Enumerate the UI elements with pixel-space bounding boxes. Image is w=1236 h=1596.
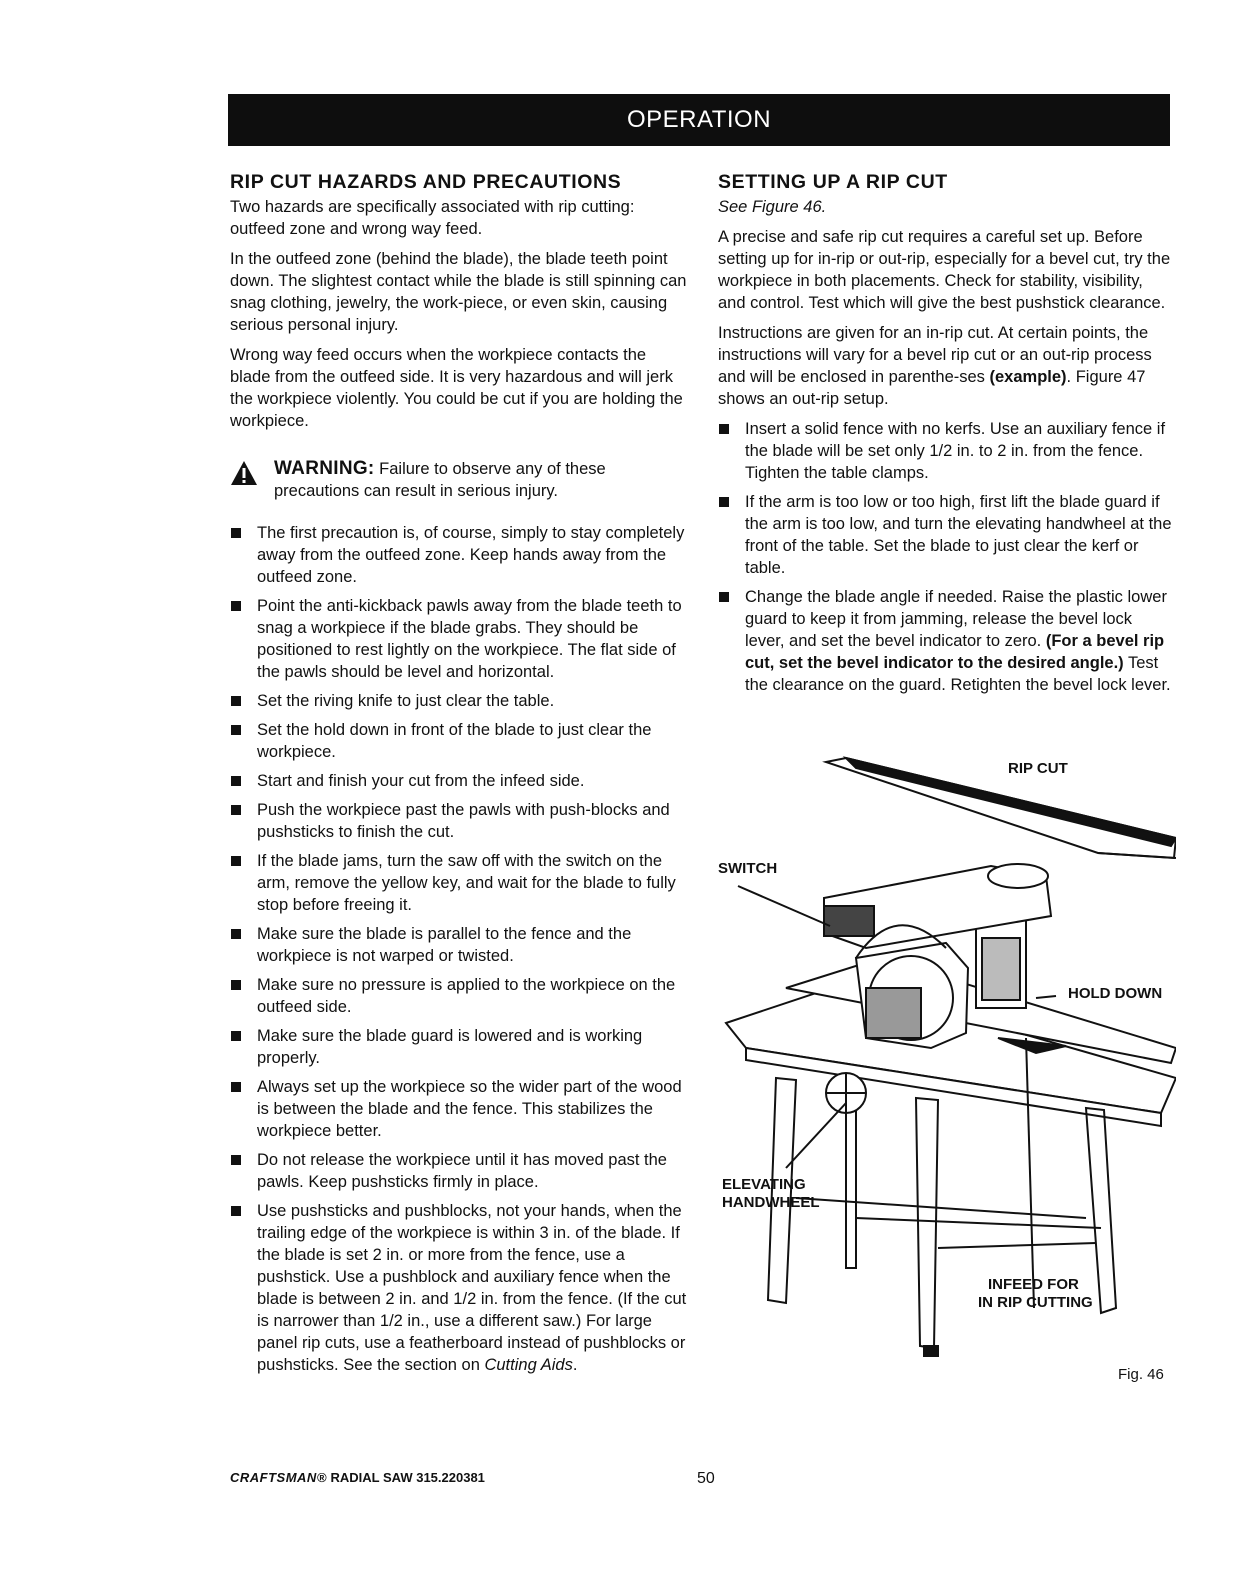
bullet-square-icon xyxy=(231,528,241,538)
infeed-label: INFEED FOR xyxy=(988,1276,1079,1293)
handwheel-label: HANDWHEEL xyxy=(722,1194,820,1211)
in-rip-cutting-label: IN RIP CUTTING xyxy=(978,1294,1093,1311)
craftsman-logo: CRAFTSMAN® xyxy=(230,1470,327,1485)
warning-label: WARNING: xyxy=(274,458,375,479)
bullet-square-icon xyxy=(231,929,241,939)
footer-product xyxy=(230,1470,485,1485)
bullet-square-icon xyxy=(231,1082,241,1092)
bullet-square-icon xyxy=(719,592,729,602)
list-item: The first precaution is, of course, simply to stay completely away from the outfeed zone. Keep hands away from the outfeed zone. xyxy=(230,522,690,588)
paragraph: Two hazards are specifically associated with rip cutting: outfeed zone and wrong way feed. xyxy=(230,198,635,238)
list-item: Set the riving knife to just clear the table. xyxy=(230,690,690,712)
paragraph: A precise and safe rip cut requires a careful set up. Before setting up for in-rip or out-rip, especially for a bevel cut, try the workpiece in both placements. Check for stability, visibility, and control. Test which will give the best pushstick clearance. xyxy=(718,228,1171,312)
paragraph: Instructions are given for an in-rip cut. At certain points, the instructions will vary for a bevel rip cut or an out-rip process and will be enclosed in parenthe-ses (example). Figure 47 shows an out-rip setup. xyxy=(718,324,1152,408)
list-item: Use pushsticks and pushblocks, not your hands, when the trailing edge of the workpiece is within 3 in. of the blade. If the blade is set 2 in. or more from the fence, use a pushstick. Use a pushblock and auxiliary fence when the blade is between 2 in. and 1/2 in. from the fence. (If the cut is narrower than 1/2 in., use a different saw.) For large panel rip cuts, use a featherboard instead of pushblocks or pushsticks. See the section on Cutting Aids. xyxy=(230,1200,690,1376)
warning-triangle-icon xyxy=(230,458,266,502)
figure-caption: Fig. 46 xyxy=(1118,1366,1164,1383)
bullet-square-icon xyxy=(231,1206,241,1216)
paragraph: Wrong way feed occurs when the workpiece contacts the blade from the outfeed side. It is very hazardous and will jerk the workpiece violently. You could be cut if you are holding the workpiece. xyxy=(230,346,683,430)
rip-cut-label: RIP CUT xyxy=(1008,760,1068,777)
warning-text xyxy=(266,458,690,502)
rip-cut-hazards-heading: RIP CUT HAZARDS AND PRECAUTIONS xyxy=(230,171,622,193)
list-item: Always set up the workpiece so the wider part of the wood is between the blade and the fence. This stabilizes the workpiece better. xyxy=(230,1076,690,1142)
bullet-square-icon xyxy=(231,856,241,866)
list-item: Do not release the workpiece until it has moved past the pawls. Keep pushsticks firmly in place. xyxy=(230,1149,690,1193)
list-item: Make sure no pressure is applied to the workpiece on the outfeed side. xyxy=(230,974,690,1018)
switch-label: SWITCH xyxy=(718,860,778,877)
bullet-square-icon xyxy=(719,424,729,434)
radial-saw-drawing xyxy=(706,748,1176,1398)
bullet-square-icon xyxy=(231,776,241,786)
section-title: OPERATION xyxy=(626,106,772,133)
paragraph: In the outfeed zone (behind the blade), the blade teeth point down. The slightest contact while the blade is still spinning can snag clothing, jewelry, the work-piece, or even skin, causing serious personal injury. xyxy=(230,250,687,334)
bullet-square-icon xyxy=(231,696,241,706)
right-column xyxy=(718,168,1173,703)
bullet-square-icon xyxy=(231,1155,241,1165)
bullet-square-icon xyxy=(231,805,241,815)
left-column xyxy=(230,168,690,1383)
bullet-square-icon xyxy=(231,725,241,735)
cutting-aids-reference: Cutting Aids xyxy=(484,1356,573,1374)
list-item: Set the hold down in front of the blade to just clear the workpiece. xyxy=(230,719,690,763)
hold-down-label: HOLD DOWN xyxy=(1068,985,1163,1002)
list-item: Make sure the blade guard is lowered and is working properly. xyxy=(230,1025,690,1069)
warning-message: Failure to observe any of these precautions can result in serious injury. xyxy=(274,460,606,500)
list-item: Push the workpiece past the pawls with push-blocks and pushsticks to finish the cut. xyxy=(230,799,690,843)
bullet-square-icon xyxy=(231,601,241,611)
list-item: Start and finish your cut from the infeed side. xyxy=(230,770,690,792)
section-header xyxy=(228,94,1170,146)
precautions-list xyxy=(230,522,690,1376)
see-figure-reference: See Figure 46. xyxy=(718,198,827,216)
list-item: Point the anti-kickback pawls away from the blade teeth to snag a workpiece if the blade grabs. They should be positioned to rest lightly on the workpiece. The flat side of the pawls should be level and horizontal. xyxy=(230,595,690,683)
list-item: Make sure the blade is parallel to the fence and the workpiece is not warped or twisted. xyxy=(230,923,690,967)
bullet-square-icon xyxy=(719,497,729,507)
page-number: 50 xyxy=(697,1470,715,1487)
figure-46-radial-saw-illustration xyxy=(706,748,1176,1398)
footer-model: RADIAL SAW 315.220381 xyxy=(326,1470,485,1485)
bullet-square-icon xyxy=(231,980,241,990)
warning-box xyxy=(230,458,690,502)
list-item: Insert a solid fence with no kerfs. Use an auxiliary fence if the blade will be set only 1/2 in. to 2 in. from the fence. Tighten the table clamps. xyxy=(718,418,1173,484)
list-item: If the blade jams, turn the saw off with the switch on the arm, remove the yellow key, and wait for the blade to fully stop before freeing it. xyxy=(230,850,690,916)
setting-up-rip-cut-heading: SETTING UP A RIP CUT xyxy=(718,171,948,193)
list-item: If the arm is too low or too high, first lift the blade guard if the arm is too low, and turn the elevating handwheel at the front of the table. Set the blade to just clear the kerf or table. xyxy=(718,491,1173,579)
bullet-square-icon xyxy=(231,1031,241,1041)
elevating-label: ELEVATING xyxy=(722,1176,806,1193)
list-item: Change the blade angle if needed. Raise the plastic lower guard to keep it from jamming, release the bevel lock lever, and set the bevel indicator to zero. (For a bevel rip cut, set the bevel indicator to the desired angle.) Test the clearance on the guard. Retighten the bevel lock lever. xyxy=(718,586,1173,696)
setup-steps-list xyxy=(718,418,1173,696)
